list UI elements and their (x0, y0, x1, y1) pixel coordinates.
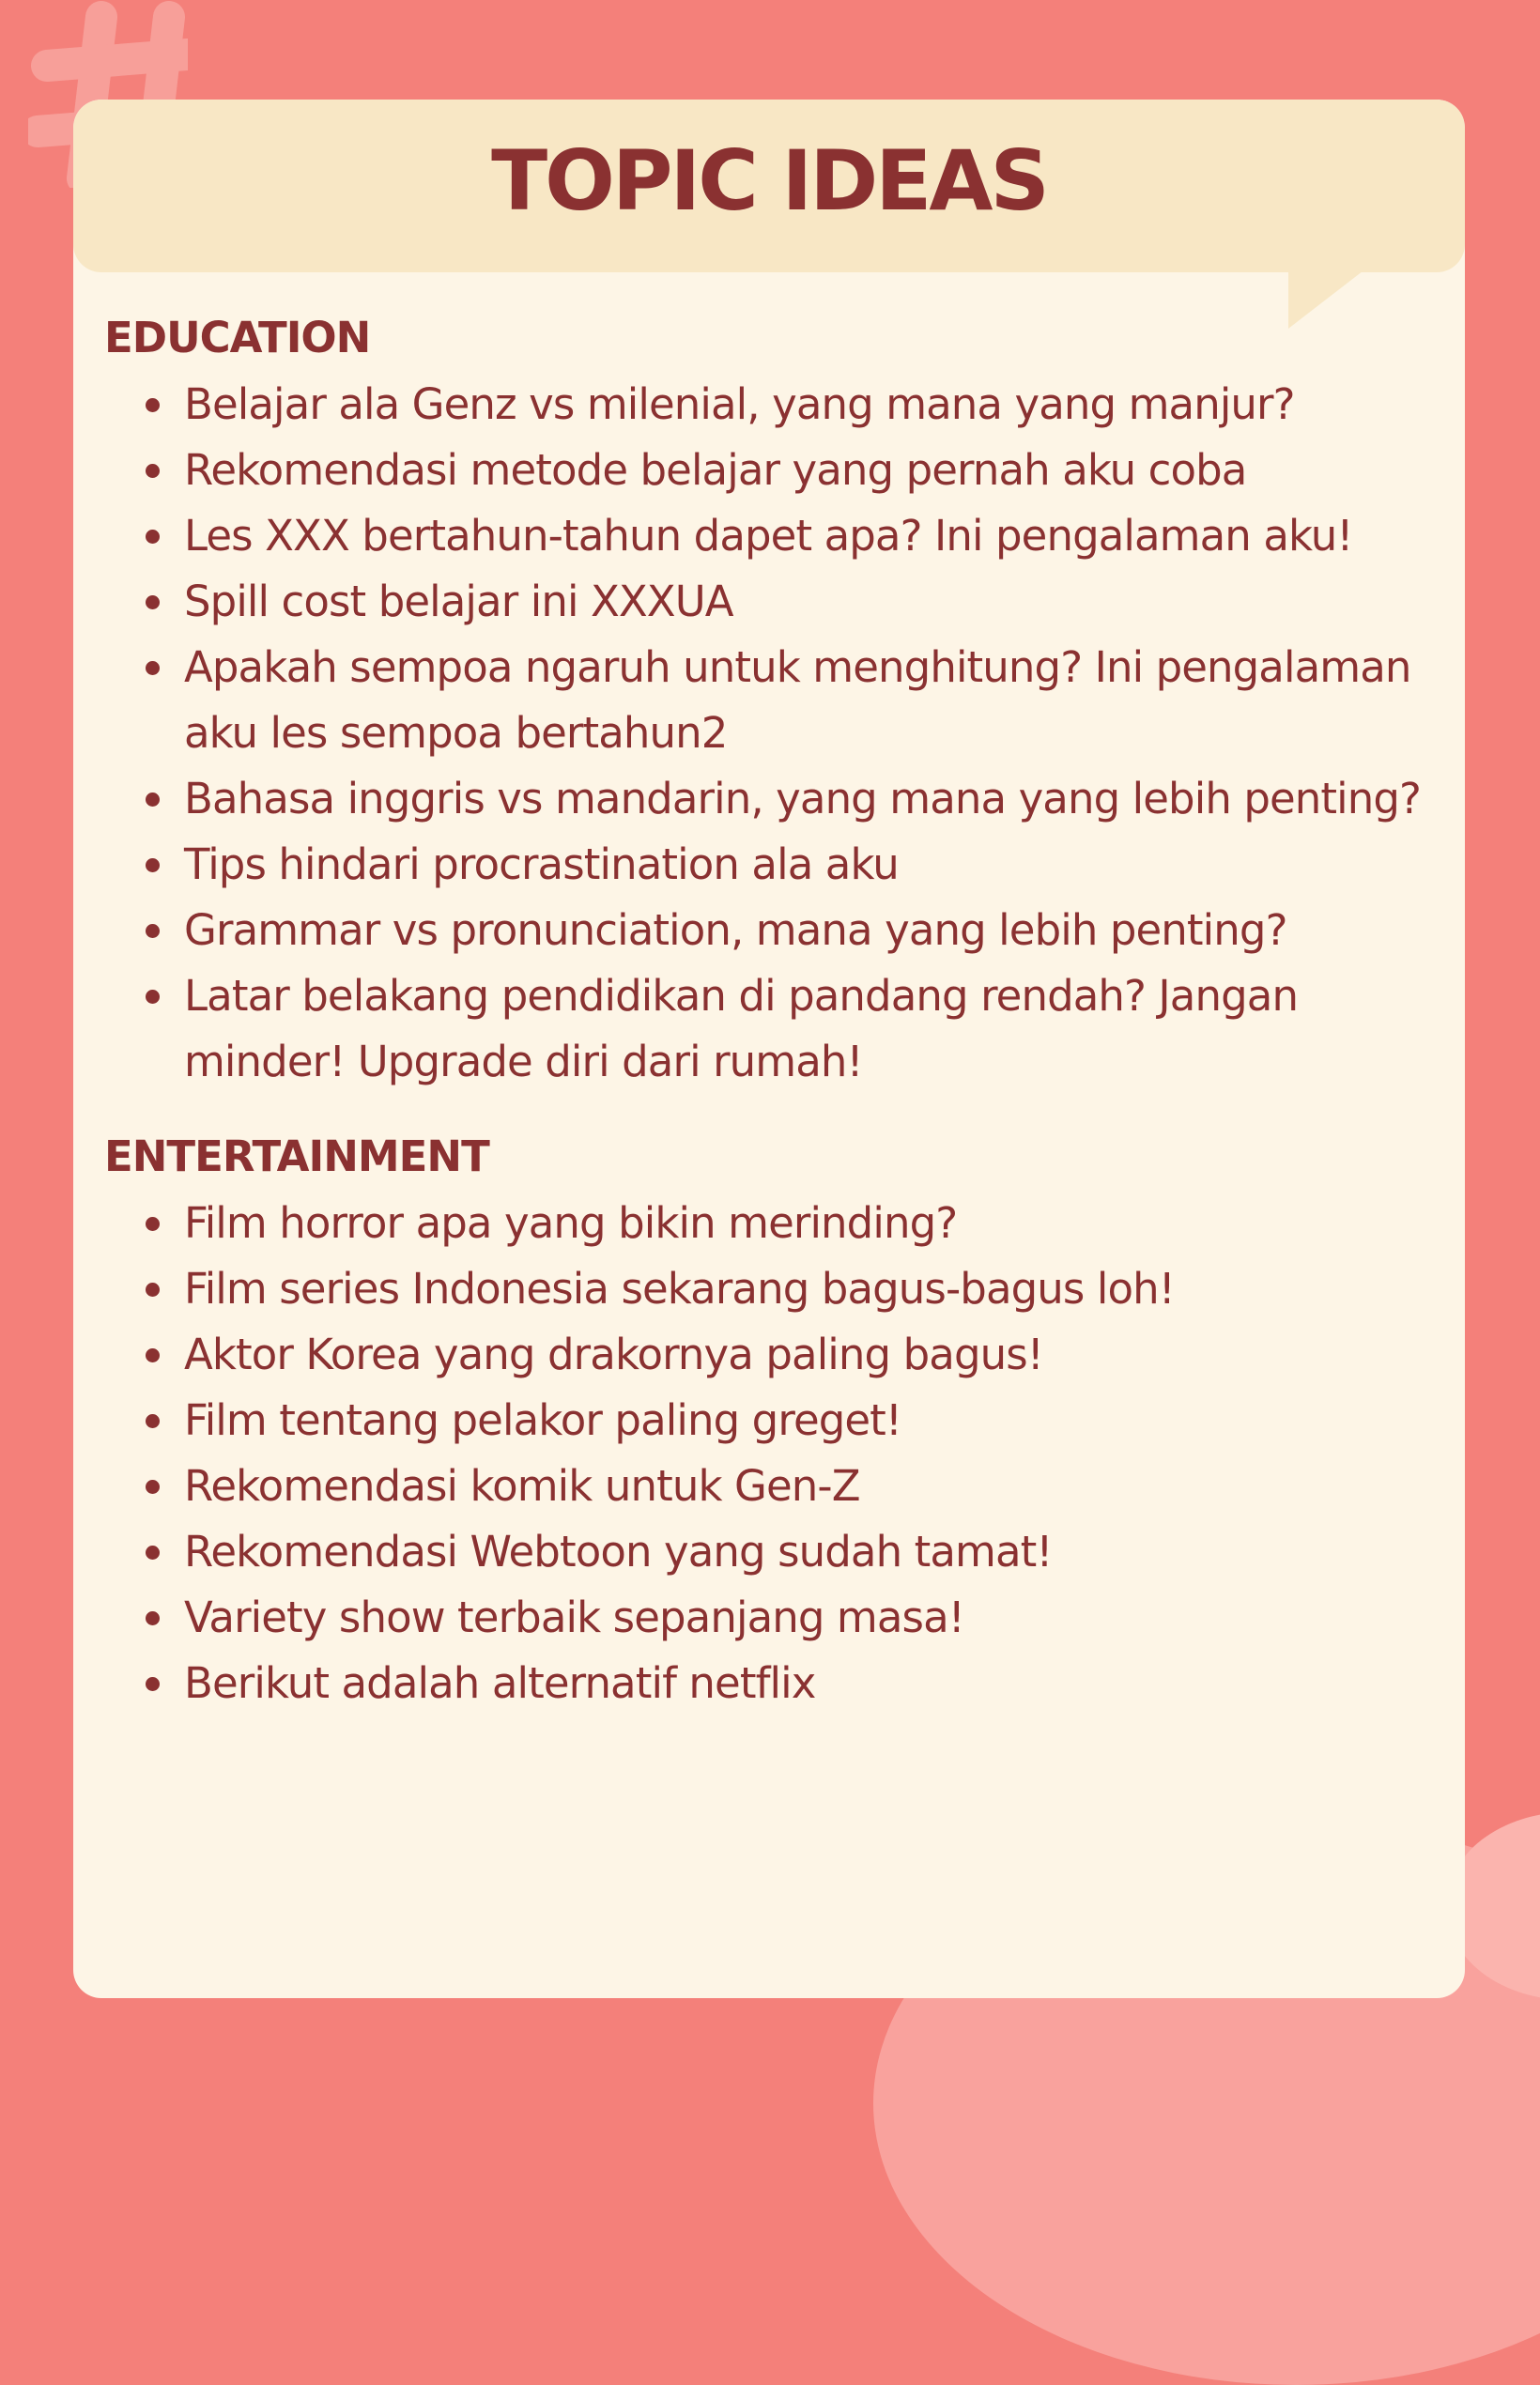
topic-content (104, 304, 1456, 1745)
bullet-dot-icon (146, 858, 160, 872)
list-item-text: Les XXX bertahun-tahun dapet apa? Ini pengalaman aku! (184, 511, 1353, 561)
list-item-text: Film horror apa yang bikin merinding? (184, 1198, 958, 1248)
list-item-text: Bahasa inggris vs mandarin, yang mana yang lebih penting? (184, 774, 1422, 823)
list-item (104, 569, 1456, 635)
bullet-dot-icon (146, 792, 160, 807)
list-item (104, 1388, 1456, 1454)
list-item (104, 503, 1456, 569)
list-item-text: Latar belakang pendidikan di pandang rendah? Jangan minder! Upgrade diri dari rumah! (184, 971, 1299, 1086)
list-item-text: Film tentang pelakor paling greget! (184, 1395, 902, 1445)
list-item-text: Rekomendasi metode belajar yang pernah aku coba (184, 445, 1247, 495)
list-item-text: Tips hindari procrastination ala aku (184, 839, 899, 889)
list-item (104, 1454, 1456, 1519)
list-item (104, 438, 1456, 503)
bullet-dot-icon (146, 1348, 160, 1362)
list-item (104, 1585, 1456, 1651)
list-item-text: Apakah sempoa ngaruh untuk menghitung? Ini pengalaman aku les sempoa bertahun2 (184, 642, 1411, 758)
bullet-dot-icon (146, 924, 160, 938)
list-item (104, 372, 1456, 438)
list-item (104, 1322, 1456, 1388)
bullet-dot-icon (146, 990, 160, 1004)
bullet-dot-icon (146, 1677, 160, 1691)
list-item-text: Aktor Korea yang drakornya paling bagus! (184, 1330, 1043, 1379)
list-item (104, 1651, 1456, 1716)
bullet-dot-icon (146, 398, 160, 412)
bullet-dot-icon (146, 530, 160, 544)
list-item-text: Berikut adalah alternatif netflix (184, 1658, 816, 1708)
bullet-dot-icon (146, 661, 160, 675)
bullet-dot-icon (146, 1217, 160, 1231)
bullet-dot-icon (146, 1480, 160, 1494)
section-heading-entertainment: ENTERTAINMENT (104, 1131, 489, 1181)
list-item (104, 963, 1456, 1095)
list-item-text: Variety show terbaik sepanjang masa! (184, 1593, 964, 1642)
bullet-dot-icon (146, 1611, 160, 1625)
bullet-dot-icon (146, 595, 160, 609)
list-item (104, 1191, 1456, 1256)
list-item (104, 635, 1456, 766)
bullet-dot-icon (146, 1283, 160, 1297)
list-item-text: Film series Indonesia sekarang bagus-bagus loh! (184, 1264, 1175, 1314)
list-item-text: Belajar ala Genz vs milenial, yang mana yang manjur? (184, 379, 1295, 429)
list-item-text: Grammar vs pronunciation, mana yang lebih penting? (184, 905, 1287, 955)
education-list (104, 372, 1456, 1095)
section-heading-education: EDUCATION (104, 313, 371, 362)
page-title: TOPIC IDEAS (491, 132, 1047, 229)
bullet-dot-icon (146, 464, 160, 478)
list-item (104, 766, 1456, 832)
list-item (104, 832, 1456, 898)
list-item (104, 898, 1456, 963)
list-item (104, 1519, 1456, 1585)
card-header (73, 100, 1465, 272)
bullet-dot-icon (146, 1414, 160, 1428)
topic-card (73, 100, 1465, 1998)
bullet-dot-icon (146, 1546, 160, 1560)
entertainment-list (104, 1191, 1456, 1716)
list-item-text: Rekomendasi komik untuk Gen-Z (184, 1461, 860, 1511)
list-item-text: Rekomendasi Webtoon yang sudah tamat! (184, 1527, 1053, 1577)
list-item (104, 1256, 1456, 1322)
list-item-text: Spill cost belajar ini XXXUA (184, 577, 733, 626)
